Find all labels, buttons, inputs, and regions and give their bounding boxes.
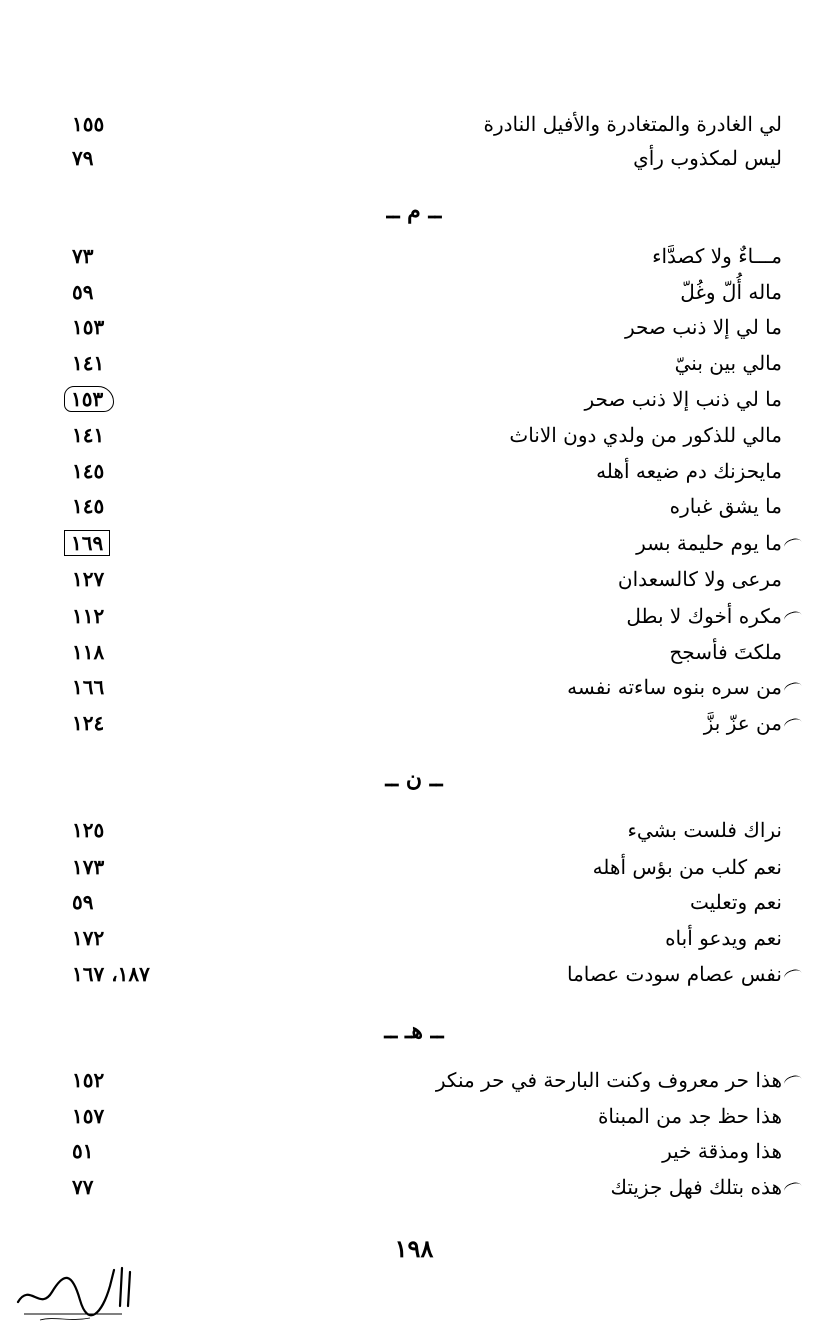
page-reference: ١٧٢ [72, 926, 105, 950]
index-entry [60, 383, 782, 415]
page-reference: ١٤٥ [72, 494, 105, 518]
page-reference: ٥٩ [72, 890, 94, 914]
index-entry [60, 490, 782, 522]
index-entry [60, 240, 782, 272]
index-entry [60, 886, 782, 918]
calligraphy-stamp-logo [10, 1262, 138, 1324]
index-entry [60, 922, 782, 954]
page-reference: ٥١ [72, 1139, 94, 1163]
proverb-text: مايحزنك دم ضيعه أهله [596, 459, 782, 483]
proverb-text: نفس عصام سودت عصاما [566, 962, 782, 986]
page-reference-boxed: ١٦٩ [64, 530, 110, 556]
index-entry [60, 671, 782, 703]
proverb-text: هذه بتلك فهل جزيتك [610, 1175, 782, 1199]
proverb-text: ليس لمكذوب رأي [633, 146, 782, 170]
proverb-text: ملكتَ فأسجح [669, 640, 782, 664]
page-reference: ٧٩ [72, 146, 94, 170]
page-reference: ١٤٥ [72, 459, 105, 483]
proverb-text: هذا ومذقة خير [662, 1139, 782, 1163]
handwritten-tick-mark [783, 609, 804, 625]
proverb-text: مالي للذكور من ولدي دون الاناث [509, 423, 782, 447]
index-entry [60, 527, 782, 559]
page-reference: ١٨٧، ١٦٧ [72, 962, 150, 986]
page-reference: ٥٩ [72, 280, 94, 304]
proverb-text: مكره أخوك لا بطل [626, 604, 782, 628]
proverb-text: نعم ويدعو أباه [665, 926, 782, 950]
page-reference: ١٥٧ [72, 1104, 105, 1128]
page-reference: ١٢٤ [72, 711, 105, 735]
page-reference: ١٤١ [72, 423, 105, 447]
page-reference: ١٥٢ [72, 1068, 105, 1092]
index-entry [60, 563, 782, 595]
section-heading-meem: ــ م ــ [386, 198, 442, 224]
page-reference: ٧٧ [72, 1175, 94, 1199]
index-entry [60, 108, 782, 140]
proverb-text: لي الغادرة والمتغادرة والأفيل النادرة [483, 112, 782, 136]
proverb-text: نعم وتعليت [689, 890, 782, 914]
index-entry [60, 814, 782, 846]
index-entry [60, 958, 782, 990]
page-reference-circled: ١٥٣ [64, 386, 114, 412]
page-reference: ١٥٣ [72, 315, 105, 339]
index-entry [60, 1064, 782, 1096]
index-entry [60, 455, 782, 487]
proverb-text: نعم كلب من بؤس أهله [592, 855, 782, 879]
index-entry [60, 600, 782, 632]
index-entry [60, 636, 782, 668]
index-entry [60, 276, 782, 308]
proverb-text: من سره بنوه ساءته نفسه [567, 675, 782, 699]
section-heading-haa: ــ هـ ــ [384, 1018, 444, 1044]
index-entry [60, 1100, 782, 1132]
page-number: ١٩٨ [394, 1234, 434, 1263]
page-reference: ١٢٥ [72, 818, 105, 842]
handwritten-tick-mark [783, 680, 804, 696]
handwritten-tick-mark [783, 967, 804, 983]
proverb-text: نراك فلست بشيء [627, 818, 782, 842]
index-entry [60, 419, 782, 451]
page-reference: ١٧٣ [72, 855, 105, 879]
index-entry [60, 142, 782, 174]
proverb-text: ما يوم حليمة بسر [636, 531, 782, 555]
proverb-text: هذا حظ جد من المبناة [597, 1104, 782, 1128]
proverb-text: ماله أُلّ وغُلّ [680, 280, 782, 304]
page-reference: ١٦٦ [72, 675, 105, 699]
index-entry [60, 1171, 782, 1203]
index-entry [60, 311, 782, 343]
proverb-text: ما لي إلا ذنب صحر [624, 315, 782, 339]
proverb-text: هذا حر معروف وكنت البارحة في حر منكر [435, 1068, 782, 1092]
index-entry [60, 347, 782, 379]
handwritten-tick-mark [783, 716, 804, 732]
proverb-text: ما لي ذنب إلا ذنب صحر [584, 387, 782, 411]
proverb-text: ما يشق غباره [669, 494, 782, 518]
proverb-text: مرعى ولا كالسعدان [617, 567, 782, 591]
section-heading-noon: ــ ن ــ [385, 766, 443, 792]
handwritten-tick-mark [783, 1073, 804, 1089]
index-entry [60, 707, 782, 739]
proverb-text: مالي بين بنيّ [674, 351, 782, 375]
handwritten-tick-mark [783, 536, 804, 552]
page-reference: ٧٣ [72, 244, 94, 268]
page-reference: ١١٢ [72, 604, 105, 628]
handwritten-tick-mark [783, 1180, 804, 1196]
proverb-text: مـــاءٌ ولا كصدَّاء [652, 244, 782, 268]
index-entry [60, 1135, 782, 1167]
proverb-text: من عزّ بزَّ [703, 711, 782, 735]
page-reference: ١٢٧ [72, 567, 105, 591]
page-reference: ١٥٥ [72, 112, 105, 136]
index-entry [60, 851, 782, 883]
page-reference: ١٤١ [72, 351, 105, 375]
page-reference: ١١٨ [72, 640, 105, 664]
